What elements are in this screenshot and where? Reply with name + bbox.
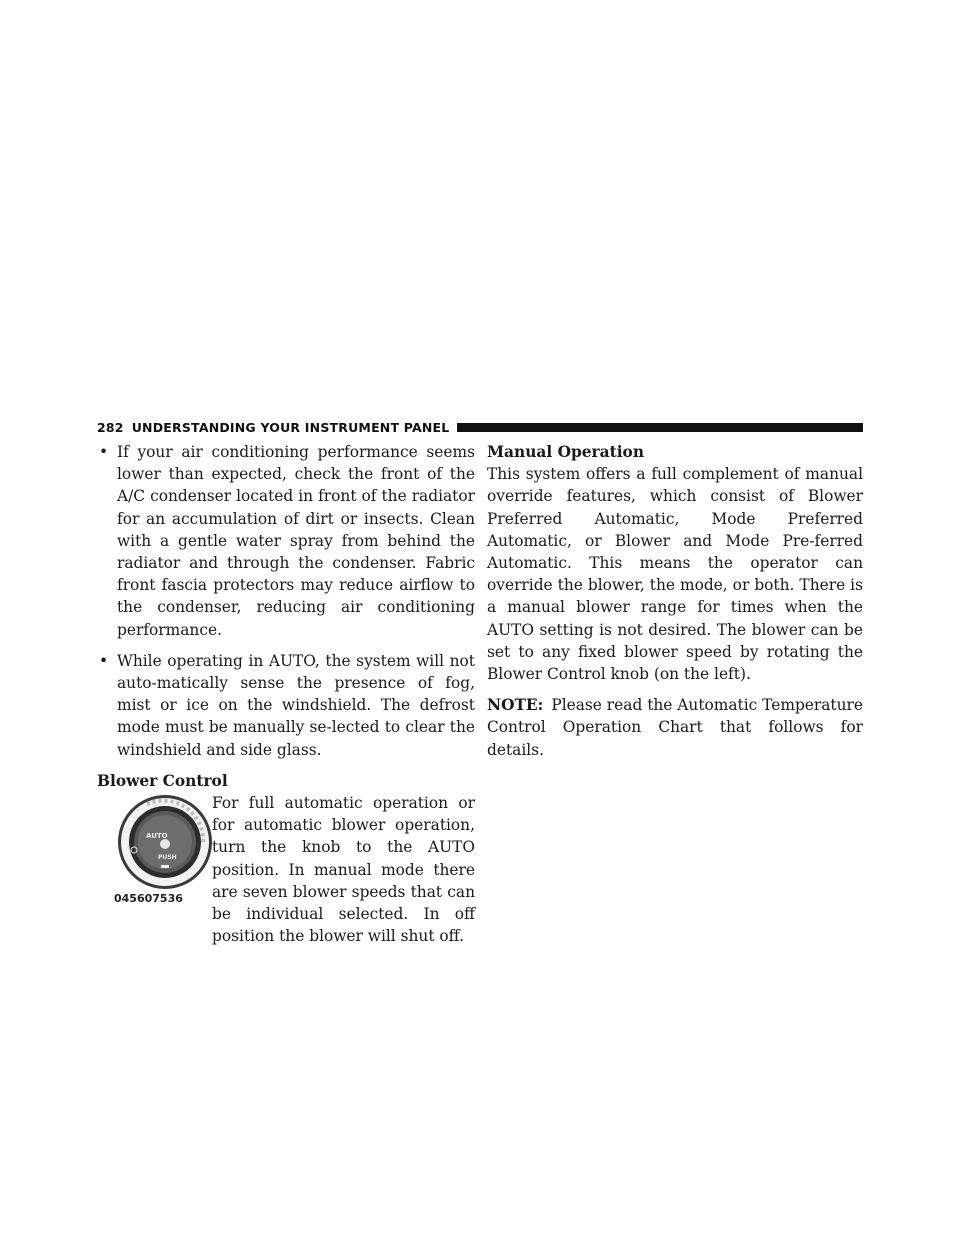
header-rule <box>457 423 863 432</box>
note-text: Please read the Automatic Temperature Control Operation Chart that follows for details. <box>487 696 863 759</box>
right-column <box>487 441 863 761</box>
page-header <box>97 420 863 434</box>
figure-code: 045607536 <box>114 892 183 906</box>
blower-control-block <box>97 792 475 946</box>
blower-control-text: For full automatic operation or for automatic blower operation, turn the knob to the AUTO position. In manual mode there are seven blower speeds that can be individual selected. In off position the blower will shut off. <box>212 794 475 946</box>
manual-operation-heading: Manual Operation <box>487 443 645 461</box>
blower-control-heading: Blower Control <box>97 771 228 790</box>
bullet-item <box>97 441 475 641</box>
section-title: UNDERSTANDING YOUR INSTRUMENT PANEL <box>131 419 450 435</box>
note-paragraph <box>487 694 863 761</box>
bullet-text: While operating in AUTO, the system will not auto-matically sense the presence of fog, mist or ice on the windshield. The defrost mode must be manually se-lected to clear the windshield and side glass. <box>117 651 475 759</box>
page-number: 282 <box>97 419 124 435</box>
bullet-dot-icon: • <box>99 651 109 670</box>
bullet-dot-icon: • <box>99 443 109 461</box>
blower-knob-icon <box>117 794 213 890</box>
left-column <box>97 441 475 946</box>
knob-auto-label: AUTO <box>146 832 168 841</box>
manual-operation-paragraph: This system offers a full complement of manual override features, which consist of Blower Preferred Automatic, Mode Preferred Automatic, or Blower and Mode Pre-ferred Automatic. This means the operator can override the blower, the mode, or both. There is a manual blower range for times when the AUTO setting is not desired. The blower can be set to any fixed blower speed by rotating the Blower Control knob (on the left). <box>487 465 863 684</box>
note-label: NOTE: <box>487 696 544 715</box>
bullet-text: If your air conditioning performance seems lower than expected, check the front of the A/C condenser located in front of the radiator for an accumulation of dirt or insects. Clean with a gentle water spray from behind the radiator and through the condenser. Fabric front fascia protectors may reduce airflow to the condenser, reducing air conditioning performance. <box>117 443 475 639</box>
bullet-item <box>97 650 475 761</box>
knob-push-label: PUSH <box>158 854 177 862</box>
